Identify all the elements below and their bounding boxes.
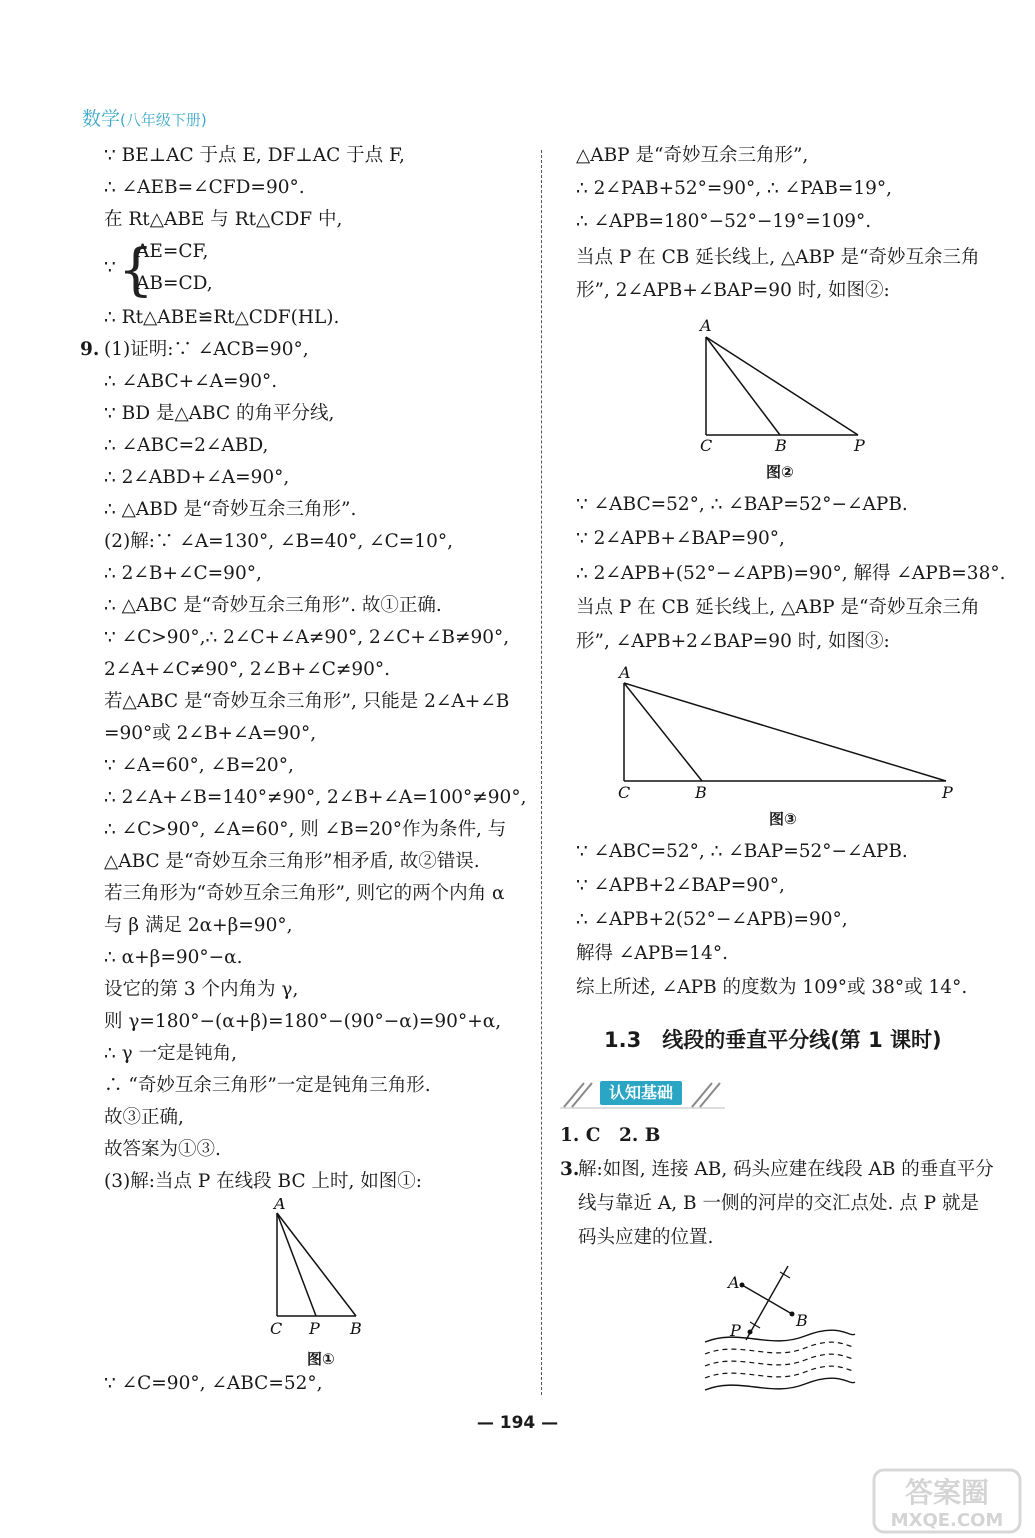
question-number: 9. — [80, 339, 100, 360]
label-c: C — [700, 436, 713, 453]
text-line: 故③正确, — [104, 1107, 184, 1128]
label-c: C — [270, 1319, 283, 1338]
river-bank — [705, 1330, 855, 1342]
text-line: ∴ ∠AEB=∠CFD=90°. — [104, 177, 305, 198]
answers-line: 1. C 2. B — [560, 1125, 661, 1146]
text-line: 若△ABC 是“奇妙互余三角形”, 只能是 2∠A+∠B — [104, 691, 510, 712]
point-b — [790, 1312, 795, 1317]
badge-label: 认知基础 — [600, 1081, 682, 1105]
text-line: ∴ 2∠ABD+∠A=90°, — [104, 467, 290, 488]
segment-ap — [277, 1213, 316, 1316]
text-line: 码头应建的位置. — [578, 1227, 714, 1248]
figure-1-caption: 图① — [307, 1350, 335, 1368]
segment-ab — [624, 683, 702, 781]
page-header — [82, 104, 207, 131]
label-a: A — [700, 316, 712, 335]
header-grade: (八年级下册) — [120, 111, 207, 129]
figure-4 — [700, 1262, 860, 1401]
label-b: B — [796, 1311, 808, 1330]
figure-3-caption: 图③ — [769, 810, 797, 828]
text-line: ∴ ∠ABC+∠A=90°. — [104, 371, 278, 392]
label-b: B — [350, 1319, 362, 1338]
text-line: ∵ ∠C=90°, ∠ABC=52°, — [104, 1373, 323, 1394]
question-number: 3. — [560, 1159, 580, 1180]
text-line: 设它的第 3 个内角为 γ, — [104, 979, 299, 1000]
text-line: △ABP 是“奇妙互余三角形”, — [576, 145, 809, 166]
text-line: ∵ ∠ABC=52°, ∴ ∠BAP=52°−∠APB. — [576, 841, 908, 862]
text-line: ∴ ∠ABC=2∠ABD, — [104, 435, 269, 456]
page-number: — 194 — — [476, 1413, 559, 1433]
text-line: ∵ BD 是△ABC 的角平分线, — [104, 403, 335, 424]
text-line: (2)解:∵ ∠A=130°, ∠B=40°, ∠C=10°, — [104, 531, 453, 552]
segment-ab — [742, 1285, 792, 1314]
watermark-logo — [872, 1468, 1022, 1534]
text-line: (1)证明:∵ ∠ACB=90°, — [104, 339, 309, 360]
text-line: ∵ 2∠APB+∠BAP=90°, — [576, 528, 785, 549]
segment-ap — [624, 683, 946, 781]
text-line: (3)解:当点 P 在线段 BC 上时, 如图①: — [104, 1171, 422, 1192]
figure-3 — [616, 661, 966, 806]
figure-2-caption: 图② — [766, 463, 794, 481]
text-line: 线与靠近 A, B 一侧的河岸的交汇点处. 点 P 就是 — [578, 1193, 979, 1214]
text-line: ∴ ∠APB+2(52°−∠APB)=90°, — [576, 909, 848, 930]
condition-2: AB=CD, — [136, 273, 213, 294]
text-line: 形”, 2∠APB+∠BAP=90 时, 如图②: — [576, 280, 890, 301]
label-a: A — [619, 663, 631, 682]
text-line: ∴ 2∠A+∠B=140°≠90°, 2∠B+∠A=100°≠90°, — [104, 787, 527, 808]
label-c: C — [618, 783, 631, 801]
label-p: P — [309, 1319, 320, 1338]
svg-text:MXQE.COM: MXQE.COM — [890, 1510, 1004, 1531]
because-symbol: ∵ — [104, 257, 116, 278]
text-line: 形”, ∠APB+2∠BAP=90 时, 如图③: — [576, 631, 890, 652]
header-subject: 数学 — [82, 108, 121, 130]
condition-1: AE=CF, — [136, 241, 209, 262]
svg-text:答案圈: 答案圈 — [904, 1476, 990, 1509]
text-line: ∴ 2∠PAB+52°=90°, ∴ ∠PAB=19°, — [576, 178, 892, 199]
figure-2 — [696, 313, 876, 458]
text-line: 在 Rt△ABE 与 Rt△CDF 中, — [104, 209, 343, 230]
text-line: 当点 P 在 CB 延长线上, △ABP 是“奇妙互余三角 — [576, 247, 980, 268]
section-title: 1.3 线段的垂直平分线(第 1 课时) — [604, 1028, 942, 1052]
text-line: ∴ γ 一定是钝角, — [104, 1043, 237, 1064]
text-line: △ABC 是“奇妙互余三角形”相矛盾, 故②错误. — [104, 851, 480, 872]
text-line: ∴ Rt△ABE≌Rt△CDF(HL). — [104, 307, 340, 328]
label-b: B — [775, 436, 787, 453]
label-a: A — [728, 1273, 740, 1292]
text-line: 当点 P 在 CB 延长线上, △ABP 是“奇妙互余三角 — [576, 597, 980, 618]
text-line: =90°或 2∠B+∠A=90°, — [104, 723, 317, 744]
label-a: A — [274, 1198, 286, 1213]
text-line: ∵ ∠ABC=52°, ∴ ∠BAP=52°−∠APB. — [576, 494, 908, 515]
point-a — [740, 1283, 745, 1288]
section-badge — [560, 1077, 725, 1111]
segment-ap — [706, 337, 858, 435]
text-line: ∴ 2∠APB+(52°−∠APB)=90°, 解得 ∠APB=38°. — [576, 563, 1006, 584]
segment-ab — [706, 337, 780, 435]
label-b: B — [695, 783, 707, 801]
text-line: ∴ α+β=90°−α. — [104, 947, 243, 968]
text-line: ∴ “奇妙互余三角形”一定是钝角三角形. — [104, 1075, 431, 1096]
text-line: ∵ ∠A=60°, ∠B=20°, — [104, 755, 294, 776]
text-line: 2∠A+∠C≠90°, 2∠B+∠C≠90°. — [104, 659, 391, 680]
text-line: ∴ △ABC 是“奇妙互余三角形”. 故①正确. — [104, 595, 442, 616]
text-line: ∴ ∠APB=180°−52°−19°=109°. — [576, 211, 872, 232]
text-line: ∴ ∠C>90°, ∠A=60°, 则 ∠B=20°作为条件, 与 — [104, 819, 507, 840]
text-line: 综上所述, ∠APB 的度数为 109°或 38°或 14°. — [576, 977, 968, 998]
text-line: 故答案为①③. — [104, 1139, 221, 1160]
segment-ab — [277, 1213, 356, 1316]
text-line: ∵ ∠C>90°,∴ 2∠C+∠A≠90°, 2∠C+∠B≠90°, — [104, 627, 510, 648]
text-line: ∴ 2∠B+∠C=90°, — [104, 563, 262, 584]
label-p: P — [942, 783, 953, 801]
brace-symbol: { — [118, 238, 154, 303]
column-divider — [541, 150, 542, 1395]
text-line: 解得 ∠APB=14°. — [576, 943, 728, 964]
text-line: ∵ BE⊥AC 于点 E, DF⊥AC 于点 F, — [104, 145, 405, 166]
perpendicular-bisector — [746, 1266, 788, 1340]
figure-1 — [264, 1198, 374, 1343]
point-p — [748, 1330, 753, 1335]
text-line: 与 β 满足 2α+β=90°, — [104, 915, 293, 936]
text-line: 则 γ=180°−(α+β)=180°−(90°−α)=90°+α, — [104, 1011, 502, 1032]
text-line: ∴ △ABD 是“奇妙互余三角形”. — [104, 499, 357, 520]
text-line: 若三角形为“奇妙互余三角形”, 则它的两个内角 α — [104, 883, 505, 904]
text-line: 解:如图, 连接 AB, 码头应建在线段 AB 的垂直平分 — [578, 1159, 994, 1180]
label-p: P — [854, 436, 865, 453]
text-line: ∵ ∠APB+2∠BAP=90°, — [576, 875, 785, 896]
label-p: P — [730, 1321, 741, 1340]
